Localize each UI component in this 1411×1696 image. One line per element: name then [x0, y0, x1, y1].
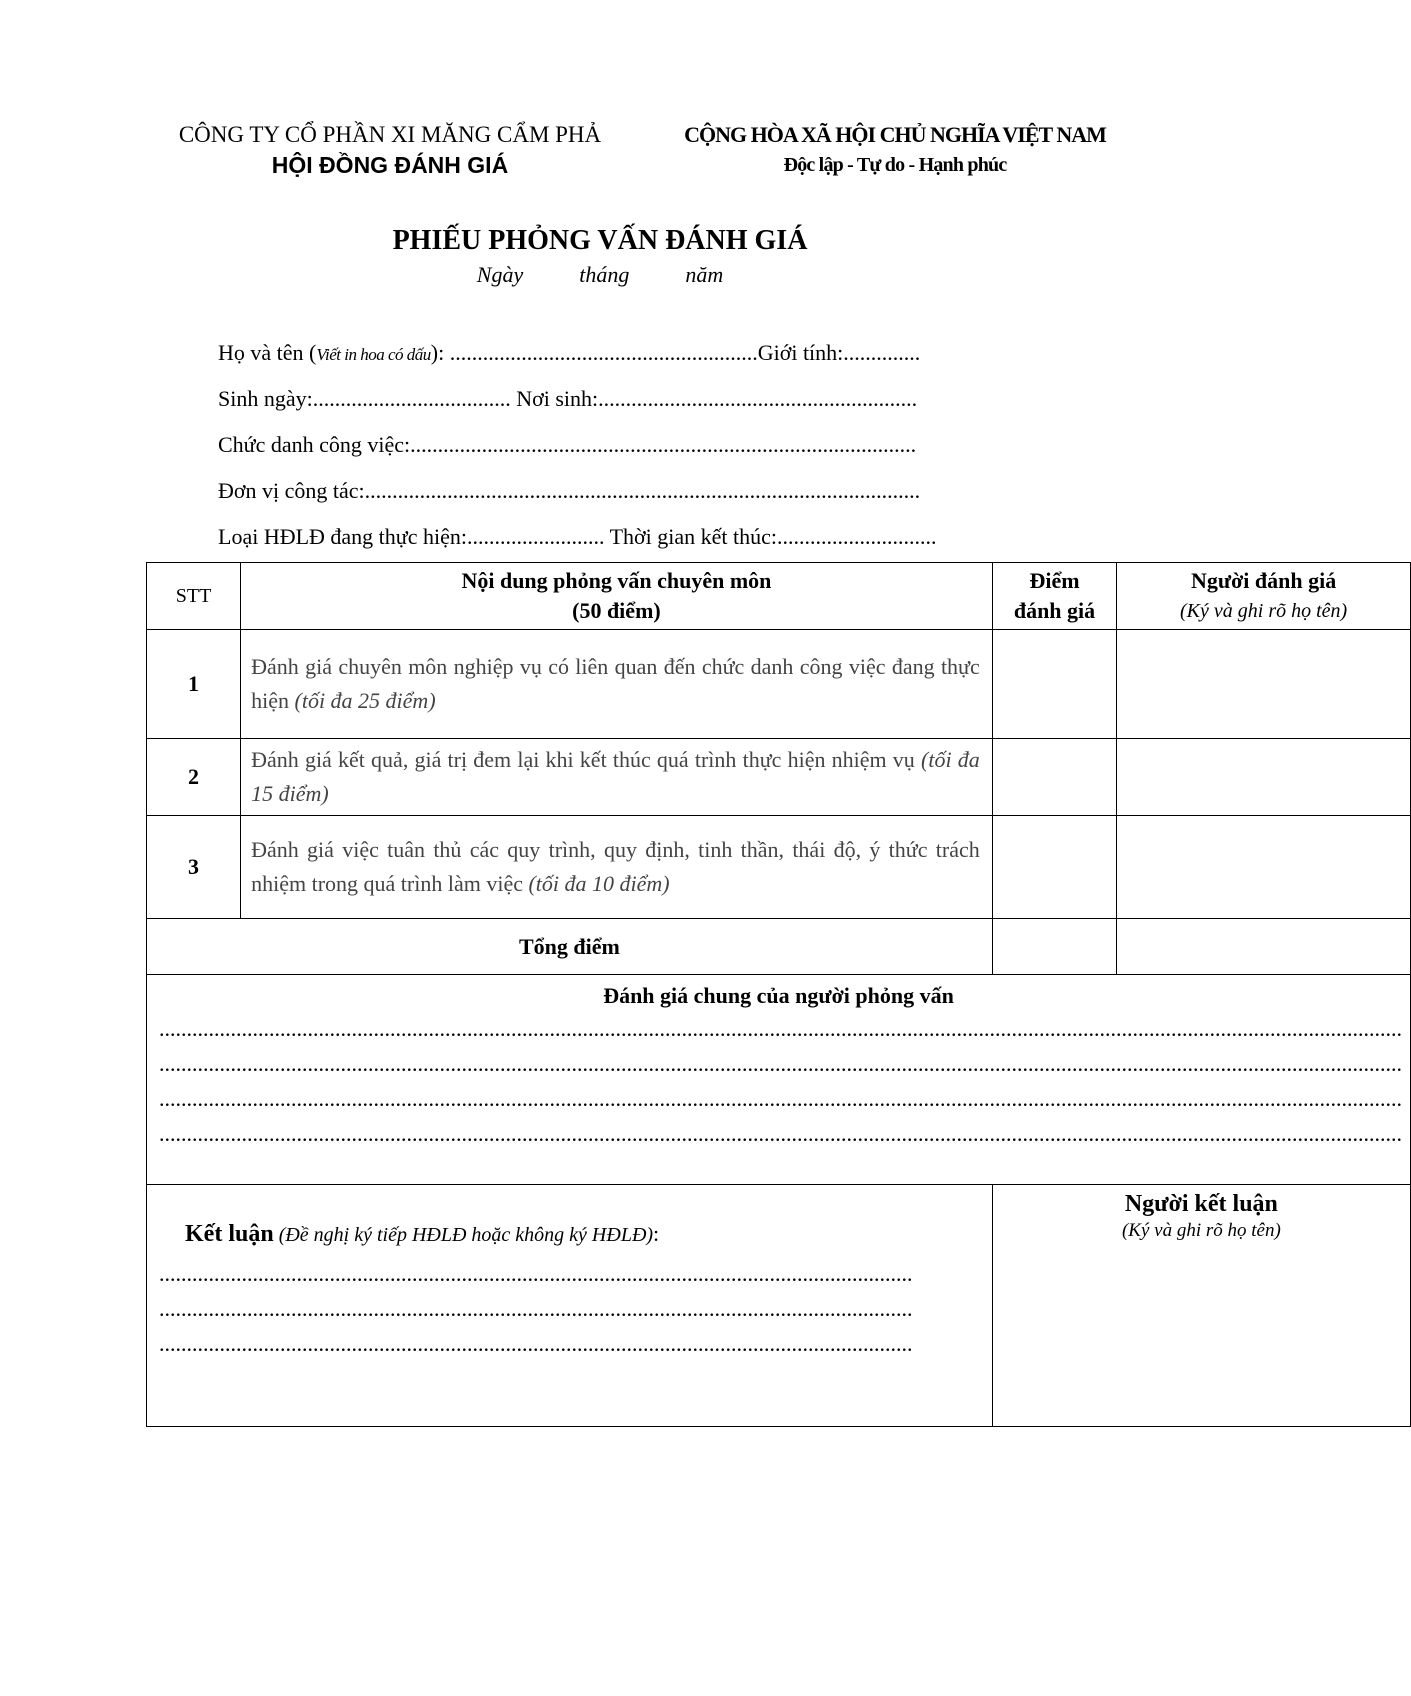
row-max-points: (tối đa 10 điểm) — [528, 871, 670, 896]
header-assessor-line1: Người đánh giá — [1191, 568, 1337, 593]
table-row — [147, 816, 1411, 919]
total-label: Tổng điểm — [147, 919, 993, 975]
general-dotline: .................................................................................................................................................................................................................................. — [159, 1051, 1402, 1076]
name-note: Viết in hoa có dấu — [316, 345, 431, 364]
row-score-cell[interactable] — [992, 630, 1116, 739]
end-label: Thời gian kết thúc: — [604, 524, 778, 549]
jobtitle-label: Chức danh công việc: — [218, 432, 411, 457]
table-row — [147, 739, 1411, 816]
header-assessor — [1117, 563, 1411, 630]
row-score-cell[interactable] — [992, 739, 1116, 816]
row-content-text: Đánh giá việc tuân thủ các quy trình, quy định, tinh thần, thái độ, ý thức trách nhiệm trong quá trình làm việc — [251, 837, 980, 896]
concluder-title: Người kết luận — [1124, 1191, 1278, 1217]
form-title: PHIẾU PHỎNG VẤN ĐÁNH GIÁ — [392, 225, 808, 256]
conclusion-row — [147, 1185, 1411, 1427]
name-label: Họ và tên ( — [218, 340, 317, 365]
row-max-points: (tối đa 25 điểm) — [294, 688, 436, 713]
end-field[interactable]: ............................. — [777, 524, 937, 549]
date-line — [0, 262, 1200, 288]
header-left — [140, 120, 640, 180]
info-jobtitle-line — [218, 432, 1088, 458]
general-dotline: .................................................................................................................................................................................................................................. — [159, 1086, 1402, 1111]
header-content-line2: (50 điểm) — [572, 598, 661, 623]
conclusion-dotline: ......................................................................................................................................... — [159, 1331, 913, 1356]
conclusion-dotline: ......................................................................................................................................... — [159, 1261, 913, 1286]
row-number: 1 — [147, 630, 241, 739]
total-score-cell[interactable] — [992, 919, 1116, 975]
row-assessor-cell[interactable] — [1117, 630, 1411, 739]
nation-name: CỘNG HÒA XÃ HỘI CHỦ NGHĨA VIỆT NAM — [684, 122, 1106, 147]
unit-field[interactable]: ..................................................................................................... — [364, 478, 921, 503]
gender-field[interactable]: .............. — [843, 340, 921, 365]
date-year-label: năm — [685, 262, 724, 287]
general-assessment-cell[interactable] — [147, 975, 1411, 1185]
conclusion-cell[interactable] — [147, 1185, 993, 1427]
general-assessment-title: Đánh giá chung của người phỏng vấn — [603, 983, 954, 1008]
table-header-row — [147, 563, 1411, 630]
contract-label: Loại HĐLĐ đang thực hiện: — [218, 524, 467, 549]
conclusion-dotline: ......................................................................................................................................... — [159, 1296, 913, 1321]
header-stt: STT — [147, 563, 241, 630]
council-name: HỘI ĐỒNG ĐÁNH GIÁ — [271, 152, 509, 178]
concluder-note: (Ký và ghi rõ họ tên) — [1121, 1220, 1281, 1241]
header-score — [992, 563, 1116, 630]
header-right — [660, 120, 1130, 180]
row-content — [241, 816, 993, 919]
info-name-line — [218, 340, 1088, 366]
name-close: ): — [430, 340, 450, 365]
conclusion-note: (Đề nghị ký tiếp HĐLĐ hoặc không ký HĐLĐ) — [273, 1224, 654, 1246]
name-field[interactable]: ........................................................ — [449, 340, 758, 365]
row-assessor-cell[interactable] — [1117, 816, 1411, 919]
row-number: 2 — [147, 739, 241, 816]
contract-field[interactable]: ......................... — [466, 524, 605, 549]
header-assessor-line2: (Ký và ghi rõ họ tên) — [1180, 600, 1348, 622]
row-max-points: (tối đa 15 điểm) — [251, 747, 980, 806]
info-contract-line — [218, 524, 1088, 550]
total-assessor-cell[interactable] — [1117, 919, 1411, 975]
row-content-text: Đánh giá kết quả, giá trị đem lại khi kết thúc quá trình thực hiện nhiệm vụ — [251, 747, 921, 772]
gender-label: Giới tính: — [757, 340, 844, 365]
company-name: CÔNG TY CỔ PHẦN XI MĂNG CẨM PHẢ — [178, 122, 602, 147]
header-content — [241, 563, 993, 630]
dob-field[interactable]: .................................... — [312, 386, 511, 411]
general-dotline: .................................................................................................................................................................................................................................. — [159, 1016, 1402, 1041]
info-unit-line — [218, 478, 1088, 504]
row-content — [241, 739, 993, 816]
concluder-heading — [993, 1185, 1410, 1243]
date-month-label: tháng — [579, 262, 630, 287]
row-number: 3 — [147, 816, 241, 919]
conclusion-heading — [147, 1185, 992, 1252]
pob-label: Nơi sinh: — [510, 386, 599, 411]
national-motto: Độc lập - Tự do - Hạnh phúc — [783, 154, 1007, 176]
assessment-table — [146, 562, 1411, 1427]
row-score-cell[interactable] — [992, 816, 1116, 919]
info-dob-line — [218, 386, 1088, 412]
header-content-line1: Nội dung phỏng vấn chuyên môn — [461, 568, 772, 593]
concluder-cell[interactable] — [992, 1185, 1410, 1427]
jobtitle-field[interactable]: ............................................................................................ — [410, 432, 917, 457]
unit-label: Đơn vị công tác: — [218, 478, 365, 503]
dob-label: Sinh ngày: — [218, 386, 313, 411]
general-assessment-row — [147, 975, 1411, 1185]
table-row — [147, 630, 1411, 739]
pob-field[interactable]: .......................................................... — [598, 386, 918, 411]
row-content — [241, 630, 993, 739]
header-score-line1: Điểm — [1029, 568, 1080, 593]
row-assessor-cell[interactable] — [1117, 739, 1411, 816]
row-content-text: Đánh giá chuyên môn nghiệp vụ có liên quan đến chức danh công việc đang thực hiện — [251, 654, 980, 713]
total-row — [147, 919, 1411, 975]
header-score-line2: đánh giá — [1013, 598, 1096, 623]
conclusion-colon: : — [653, 1221, 660, 1246]
conclusion-label: Kết luận — [185, 1221, 274, 1247]
general-dotline: .................................................................................................................................................................................................................................. — [159, 1121, 1402, 1146]
date-day-label: Ngày — [476, 262, 524, 287]
